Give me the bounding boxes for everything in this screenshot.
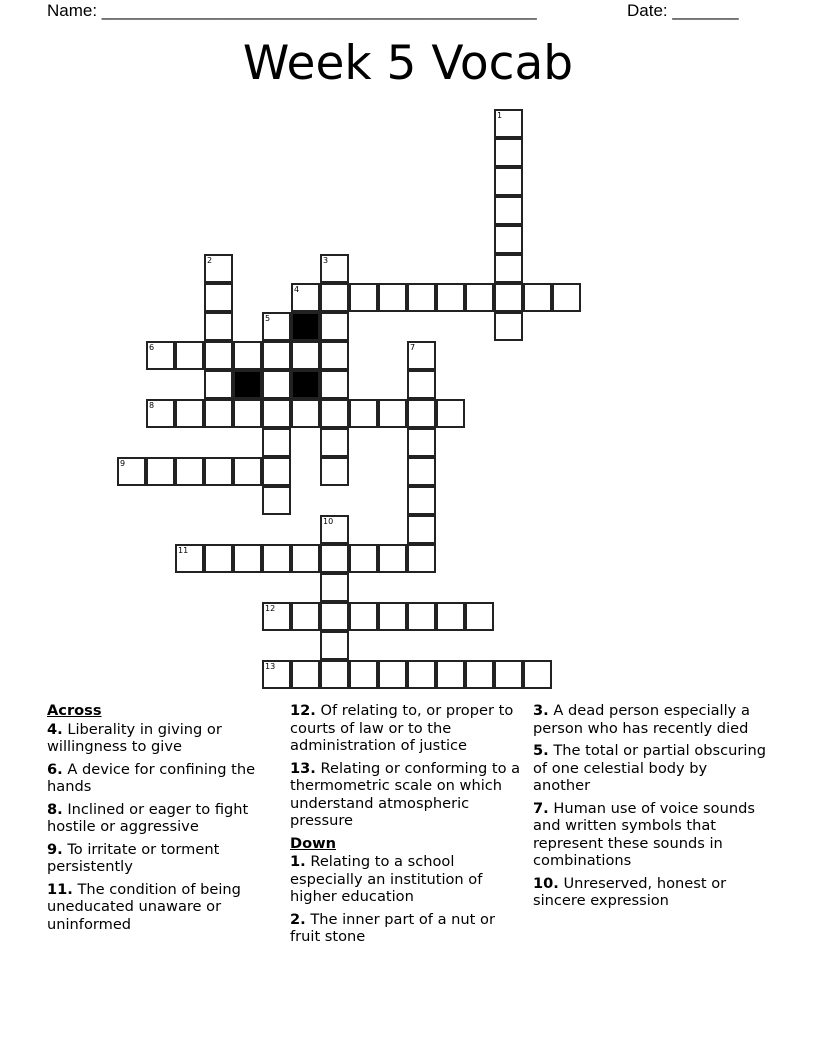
grid-cell[interactable] [233, 457, 262, 486]
date-field[interactable]: Date: _______ [627, 1, 739, 20]
grid-cell[interactable] [320, 457, 349, 486]
cell-number: 6 [149, 343, 155, 352]
grid-cell[interactable] [465, 660, 494, 689]
grid-cell[interactable] [262, 428, 291, 457]
grid-cell[interactable] [262, 544, 291, 573]
grid-cell[interactable] [320, 428, 349, 457]
grid-cell[interactable] [436, 602, 465, 631]
grid-cell[interactable] [407, 399, 436, 428]
grid-cell[interactable] [291, 602, 320, 631]
clue-across-4: 4. Liberality in giving or willingness to give [47, 720, 222, 755]
grid-cell[interactable] [291, 283, 320, 312]
grid-cell[interactable] [378, 283, 407, 312]
grid-cell[interactable] [378, 544, 407, 573]
grid-cell[interactable] [320, 283, 349, 312]
grid-cell[interactable] [407, 341, 436, 370]
grid-cell[interactable] [494, 312, 523, 341]
name-field[interactable]: Name: ______________________________________________ [47, 1, 537, 20]
grid-cell[interactable] [291, 544, 320, 573]
grid-cell[interactable] [291, 660, 320, 689]
grid-cell[interactable] [320, 631, 349, 660]
grid-cell[interactable] [320, 602, 349, 631]
grid-cell[interactable] [117, 457, 146, 486]
grid-cell[interactable] [320, 399, 349, 428]
grid-cell[interactable] [262, 341, 291, 370]
grid-cell[interactable] [204, 283, 233, 312]
cell-number: 8 [149, 401, 155, 410]
clue-across-8: 8. Inclined or eager to fight hostile or aggressive [47, 800, 249, 835]
grid-cell[interactable] [175, 544, 204, 573]
clue-down-1: 1. Relating to a school especially an institution of higher education [290, 853, 483, 905]
cell-number: 10 [323, 517, 334, 526]
grid-cell[interactable] [233, 341, 262, 370]
grid-cell[interactable] [378, 602, 407, 631]
clue-across-13: 13. Relating or conforming to a thermometric scale on which understand atmospheric pressure [290, 759, 521, 829]
grid-cell[interactable] [465, 283, 494, 312]
grid-cell[interactable] [349, 660, 378, 689]
across-heading: Across [47, 702, 102, 719]
grid-cell[interactable] [204, 341, 233, 370]
grid-cell[interactable] [494, 109, 523, 138]
grid-cell[interactable] [407, 602, 436, 631]
grid-cell[interactable] [262, 602, 291, 631]
cell-number: 4 [294, 285, 300, 294]
black-cell [291, 370, 320, 399]
grid-cell[interactable] [204, 312, 233, 341]
grid-cell[interactable] [175, 457, 204, 486]
black-cell [233, 370, 262, 399]
grid-cell[interactable] [175, 341, 204, 370]
black-cell [291, 312, 320, 341]
grid-cell[interactable] [320, 660, 349, 689]
grid-cell[interactable] [494, 196, 523, 225]
grid-cell[interactable] [349, 399, 378, 428]
grid-cell[interactable] [262, 486, 291, 515]
grid-cell[interactable] [146, 399, 175, 428]
grid-cell[interactable] [407, 660, 436, 689]
grid-cell[interactable] [494, 660, 523, 689]
down-heading: Down [290, 834, 337, 852]
grid-cell[interactable] [262, 660, 291, 689]
grid-cell[interactable] [204, 399, 233, 428]
grid-cell[interactable] [378, 660, 407, 689]
grid-cell[interactable] [407, 515, 436, 544]
grid-cell[interactable] [349, 283, 378, 312]
grid-cell[interactable] [320, 515, 349, 544]
grid-cell[interactable] [262, 370, 291, 399]
clues-column-1 [47, 702, 272, 938]
grid-cell[interactable] [262, 457, 291, 486]
clue-across-11: 11. The condition of being uneducated unaware or uninformed [47, 880, 241, 933]
clue-across-9: 9. To irritate or torment persistently [47, 840, 220, 875]
grid-cell[interactable] [146, 457, 175, 486]
grid-cell[interactable] [233, 544, 262, 573]
grid-cell[interactable] [407, 544, 436, 573]
grid-cell[interactable] [146, 341, 175, 370]
grid-cell[interactable] [436, 283, 465, 312]
grid-cell[interactable] [204, 370, 233, 399]
grid-cell[interactable] [233, 399, 262, 428]
page-title: Week 5 Vocab [242, 36, 574, 91]
grid-cell[interactable] [523, 660, 552, 689]
grid-cell[interactable] [204, 544, 233, 573]
grid-cell[interactable] [436, 399, 465, 428]
grid-cell[interactable] [494, 225, 523, 254]
grid-cell[interactable] [262, 399, 291, 428]
cell-number: 7 [410, 343, 416, 352]
clue-across-6: 6. A device for confining the hands [47, 760, 256, 795]
grid-cell[interactable] [320, 254, 349, 283]
grid-cell[interactable] [378, 399, 407, 428]
grid-cell[interactable] [407, 457, 436, 486]
grid-cell[interactable] [320, 312, 349, 341]
grid-cell[interactable] [407, 283, 436, 312]
grid-cell[interactable] [204, 254, 233, 283]
clues-column-3 [533, 702, 768, 915]
grid-cell[interactable] [291, 341, 320, 370]
grid-cell[interactable] [349, 602, 378, 631]
grid-cell[interactable] [320, 341, 349, 370]
grid-cell[interactable] [407, 428, 436, 457]
cell-number: 9 [120, 459, 126, 468]
grid-cell[interactable] [262, 312, 291, 341]
grid-cell[interactable] [465, 602, 494, 631]
grid-cell[interactable] [320, 573, 349, 602]
grid-cell[interactable] [436, 660, 465, 689]
grid-cell[interactable] [494, 254, 523, 283]
grid-cell[interactable] [407, 370, 436, 399]
clue-down-3: 3. A dead person especially a person who has recently died [533, 702, 750, 737]
cell-number: 13 [265, 662, 276, 671]
grid-cell[interactable] [291, 399, 320, 428]
clue-down-2: 2. The inner part of a nut or fruit stone [290, 910, 495, 945]
grid-cell[interactable] [494, 167, 523, 196]
cell-number: 3 [323, 256, 329, 265]
grid-cell[interactable] [552, 283, 581, 312]
cell-number: 5 [265, 314, 271, 323]
clue-down-7: 7. Human use of voice sounds and written symbols that represent these sounds in combinations [533, 799, 755, 869]
clue-down-5: 5. The total or partial obscuring of one celestial body by another [533, 742, 766, 794]
clue-across-12: 12. Of relating to, or proper to courts of law or to the administration of justice [290, 702, 514, 754]
cell-number: 12 [265, 604, 276, 613]
grid-cell[interactable] [494, 138, 523, 167]
grid-cell[interactable] [349, 544, 378, 573]
clues-column-2 [290, 702, 525, 951]
grid-cell[interactable] [204, 457, 233, 486]
grid-cell[interactable] [320, 370, 349, 399]
cell-number: 11 [178, 546, 189, 555]
grid-cell[interactable] [320, 544, 349, 573]
grid-cell[interactable] [494, 283, 523, 312]
grid-cell[interactable] [523, 283, 552, 312]
grid-cell[interactable] [407, 486, 436, 515]
cell-number: 1 [497, 111, 503, 120]
cell-number: 2 [207, 256, 213, 265]
grid-cell[interactable] [175, 399, 204, 428]
clue-down-10: 10. Unreserved, honest or sincere expression [533, 874, 727, 909]
